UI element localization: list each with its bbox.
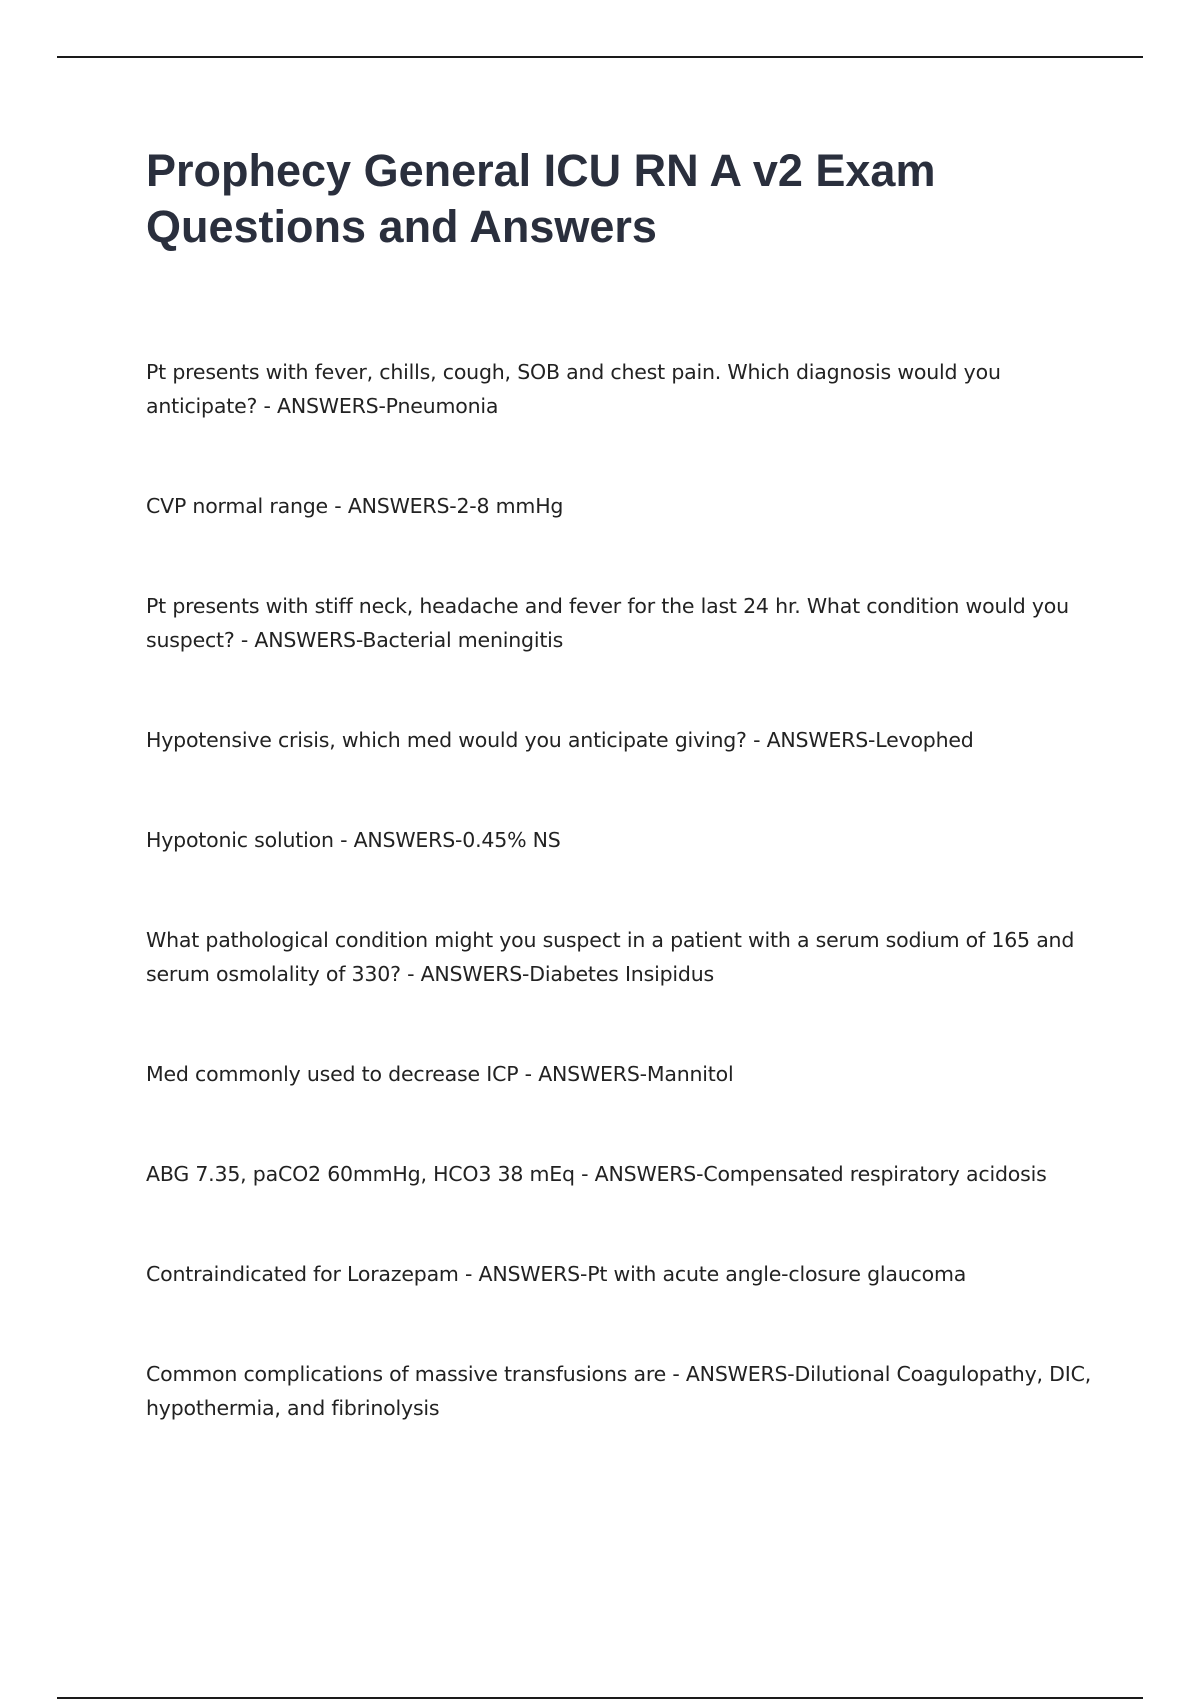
qa-item bbox=[146, 355, 1096, 423]
qa-item bbox=[146, 1357, 1096, 1425]
question-text: Med commonly used to decrease ICP bbox=[146, 1062, 519, 1086]
question-text: Pt presents with stiff neck, headache and fever for the last 24 hr. What condition would you suspect? bbox=[146, 594, 1069, 652]
answer-text: Diabetes Insipidus bbox=[529, 962, 714, 986]
answer-text: 0.45% NS bbox=[462, 828, 561, 852]
answer-marker: - ANSWERS- bbox=[746, 728, 876, 752]
answer-text: Levophed bbox=[875, 728, 974, 752]
answer-marker: - ANSWERS- bbox=[234, 628, 363, 652]
answer-text: Pt with acute angle-closure glaucoma bbox=[587, 1262, 967, 1286]
qa-item bbox=[146, 489, 1096, 523]
question-text: ABG 7.35, paCO2 60mmHg, HCO3 38 mEq bbox=[146, 1162, 575, 1186]
answer-marker: - ANSWERS- bbox=[666, 1362, 795, 1386]
answer-text: Bacterial meningitis bbox=[362, 628, 564, 652]
qa-item bbox=[146, 823, 1096, 857]
qa-item bbox=[146, 1057, 1096, 1091]
qa-item bbox=[146, 923, 1096, 991]
question-text: CVP normal range bbox=[146, 494, 328, 518]
qa-item bbox=[146, 1257, 1096, 1291]
footer-divider bbox=[57, 1697, 1143, 1699]
qa-item bbox=[146, 589, 1096, 657]
answer-text: 2-8 mmHg bbox=[456, 494, 564, 518]
qa-item bbox=[146, 723, 1096, 757]
question-text: Hypotensive crisis, which med would you anticipate giving? bbox=[146, 728, 747, 752]
question-text: Pt presents with fever, chills, cough, SOB and chest pain. Which diagnosis would you anticipate? bbox=[146, 360, 1001, 418]
question-text: Common complications of massive transfusions are bbox=[146, 1362, 667, 1386]
answer-marker: - ANSWERS- bbox=[518, 1062, 647, 1086]
answer-marker: - ANSWERS- bbox=[333, 828, 463, 852]
answer-text: Dilutional Coagulopathy, DIC, hypothermia, and fibrinolysis bbox=[146, 1362, 1092, 1420]
qa-item bbox=[146, 1157, 1096, 1191]
answer-marker: - ANSWERS- bbox=[574, 1162, 704, 1186]
answer-text: Pneumonia bbox=[385, 394, 499, 418]
question-text: What pathological condition might you suspect in a patient with a serum sodium of 165 and serum osmolality of 330? bbox=[146, 928, 1075, 986]
question-text: Hypotonic solution bbox=[146, 828, 334, 852]
header-divider bbox=[57, 56, 1143, 58]
answer-text: Compensated respiratory acidosis bbox=[703, 1162, 1047, 1186]
answer-marker: - ANSWERS- bbox=[327, 494, 457, 518]
answer-text: Mannitol bbox=[646, 1062, 734, 1086]
answer-marker: - ANSWERS- bbox=[400, 962, 530, 986]
qa-list bbox=[146, 355, 1096, 1491]
document-title: Prophecy General ICU RN A v2 Exam Questions and Answers bbox=[146, 145, 936, 252]
question-text: Contraindicated for Lorazepam bbox=[146, 1262, 459, 1286]
answer-marker: - ANSWERS- bbox=[458, 1262, 588, 1286]
answer-marker: - ANSWERS- bbox=[257, 394, 386, 418]
